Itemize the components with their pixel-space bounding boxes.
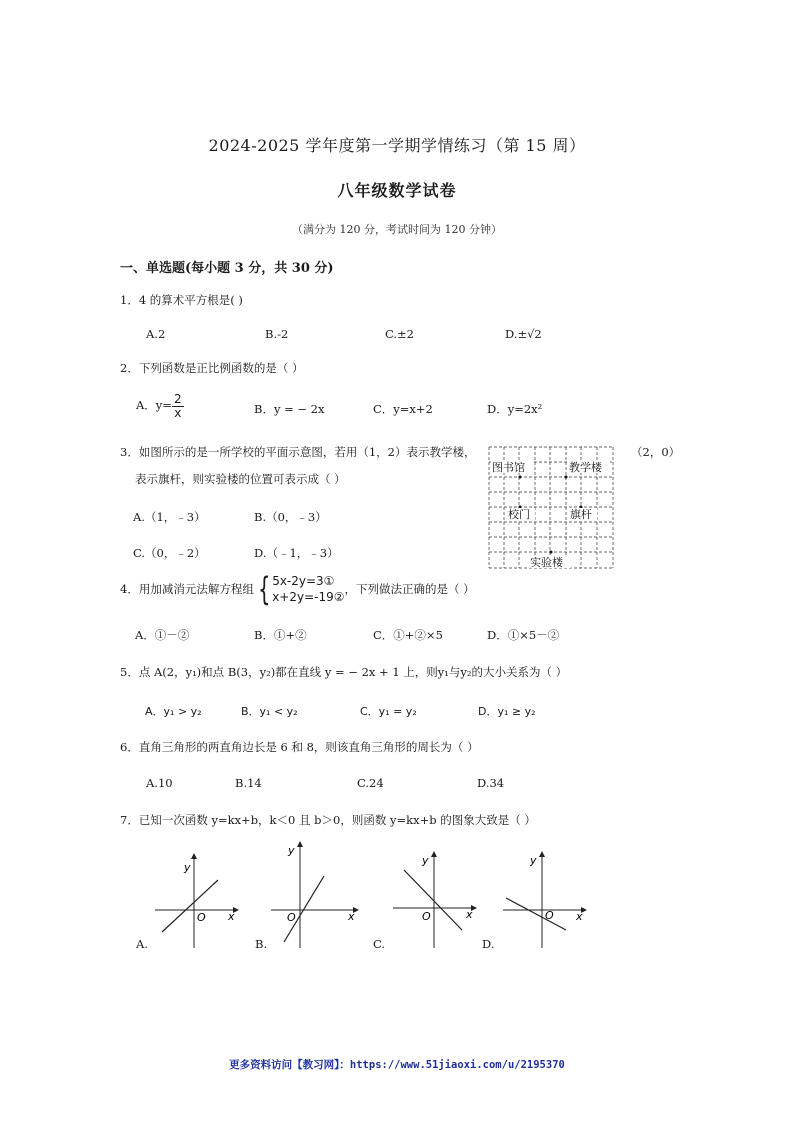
graph-a <box>150 850 242 950</box>
question-2-option-a <box>136 393 184 419</box>
question-1-option-b: B.-2 <box>265 327 289 341</box>
question-1-option-c: C.±2 <box>385 327 414 341</box>
exam-title: 2024-2025 学年度第一学期学情练习（第 15 周） <box>208 136 586 155</box>
graph-b <box>268 838 362 950</box>
graph-d-origin-label: O <box>545 909 554 922</box>
fraction-denominator: x <box>174 405 182 420</box>
question-6-option-a: A.10 <box>146 776 173 790</box>
exam-subtitle: 八年级数学试卷 <box>337 181 457 200</box>
question-5-option-c: C．y₁ = y₂ <box>360 705 417 718</box>
question-3-option-c: C.（0，﹣2） <box>133 546 206 560</box>
graph-c-x-label: x <box>466 908 473 921</box>
question-1-stem: 1．4 的算术平方根是( ) <box>120 293 243 307</box>
graph-b-origin-label: O <box>287 911 296 924</box>
fraction-numerator: 2 <box>173 392 182 406</box>
question-7-option-a: A. <box>136 937 148 951</box>
map-label-flag: 旗杆 <box>570 508 592 521</box>
map-label-gate: 校门 <box>508 508 530 521</box>
question-5-option-a: A．y₁ > y₂ <box>145 705 202 718</box>
question-4-stem-post: ，下列做法正确的是（ ） <box>344 582 475 596</box>
map-label-lab: 实验楼 <box>530 556 563 569</box>
question-7-option-b: B. <box>255 937 268 951</box>
question-4-option-a: A．①－② <box>135 628 190 642</box>
question-2-option-c: C．y=x+2 <box>373 402 433 416</box>
graph-a-y-label: y <box>184 861 191 874</box>
question-4-option-d: D．①×5－② <box>487 628 560 642</box>
equation-1: 5x-2y=3① <box>272 574 335 588</box>
graph-b-y-label: y <box>288 844 295 857</box>
question-4-stem-pre: 4．用加减消元法解方程组 <box>120 582 254 596</box>
section-title: 一、单选题(每小题 3 分，共 30 分) <box>120 261 334 276</box>
question-4-option-b: B．①+② <box>254 628 307 642</box>
equation-2: x+2y=-19② <box>272 590 345 604</box>
option-a-prefix: A．y= <box>136 398 172 413</box>
question-4-stem <box>120 570 475 608</box>
question-6-option-d: D.34 <box>477 776 505 790</box>
question-1-option-a: A.2 <box>146 327 166 341</box>
exam-note: （满分为 120 分，考试时间为 120 分钟） <box>292 223 502 236</box>
graph-c <box>390 848 482 950</box>
question-7-option-d: D. <box>482 937 495 951</box>
question-3-option-a: A.（1，﹣3） <box>133 510 206 524</box>
brace-glyph: { <box>257 570 271 608</box>
question-7-option-c: C. <box>373 937 386 951</box>
question-5-option-d: D．y₁ ≥ y₂ <box>478 705 536 718</box>
question-2-option-b: B．y = − 2x <box>254 402 325 416</box>
question-4-option-c: C．①+②×5 <box>373 628 443 642</box>
question-3-stem-line2: 表示旗杆，则实验楼的位置可表示成（ ） <box>135 472 346 486</box>
question-6-option-c: C.24 <box>357 776 384 790</box>
map-label-teaching: 教学楼 <box>569 461 602 474</box>
question-3-option-d: D.（﹣1，﹣3） <box>254 546 339 560</box>
question-1-option-d: D.±√2 <box>505 327 542 341</box>
graph-a-origin-label: O <box>197 911 206 924</box>
graph-c-origin-label: O <box>422 910 431 923</box>
graph-a-x-label: x <box>228 910 235 923</box>
question-6-stem: 6．直角三角形的两直角边长是 6 和 8，则该直角三角形的周长为（ ） <box>120 740 479 754</box>
question-3-stem-line1: 3．如图所示的是一所学校的平面示意图，若用（1，2）表示教学楼， <box>120 445 476 459</box>
equation-system <box>254 570 345 608</box>
fraction <box>172 393 184 419</box>
footer-link[interactable]: 更多资料访问【教习网】：https://www.51jiaoxi.com/u/2195370 <box>229 1059 565 1071</box>
graph-c-y-label: y <box>422 854 429 867</box>
question-6-option-b: B.14 <box>235 776 262 790</box>
question-2-option-d: D．y=2x² <box>487 402 543 416</box>
graph-d <box>500 848 592 950</box>
question-3-option-b: B.（0，﹣3） <box>254 510 327 524</box>
question-5-option-b: B．y₁ < y₂ <box>241 705 298 718</box>
question-3-stem-tail: （2，0） <box>631 445 681 459</box>
graph-d-x-label: x <box>576 910 583 923</box>
question-5-stem: 5．点 A(2，y₁)和点 B(3，y₂)都在直线 y = − 2x + 1 上，则y₁与y₂的大小关系为（ ） <box>120 665 568 679</box>
school-map-figure <box>486 444 616 572</box>
graph-d-y-label: y <box>530 854 537 867</box>
graph-b-x-label: x <box>348 910 355 923</box>
map-label-library: 图书馆 <box>492 461 525 474</box>
question-2-stem: 2．下列函数是正比例函数的是（ ） <box>120 361 304 375</box>
question-7-stem: 7．已知一次函数 y=kx+b，k＜0 且 b＞0，则函数 y=kx+b 的图象大致是（ ） <box>120 813 536 827</box>
